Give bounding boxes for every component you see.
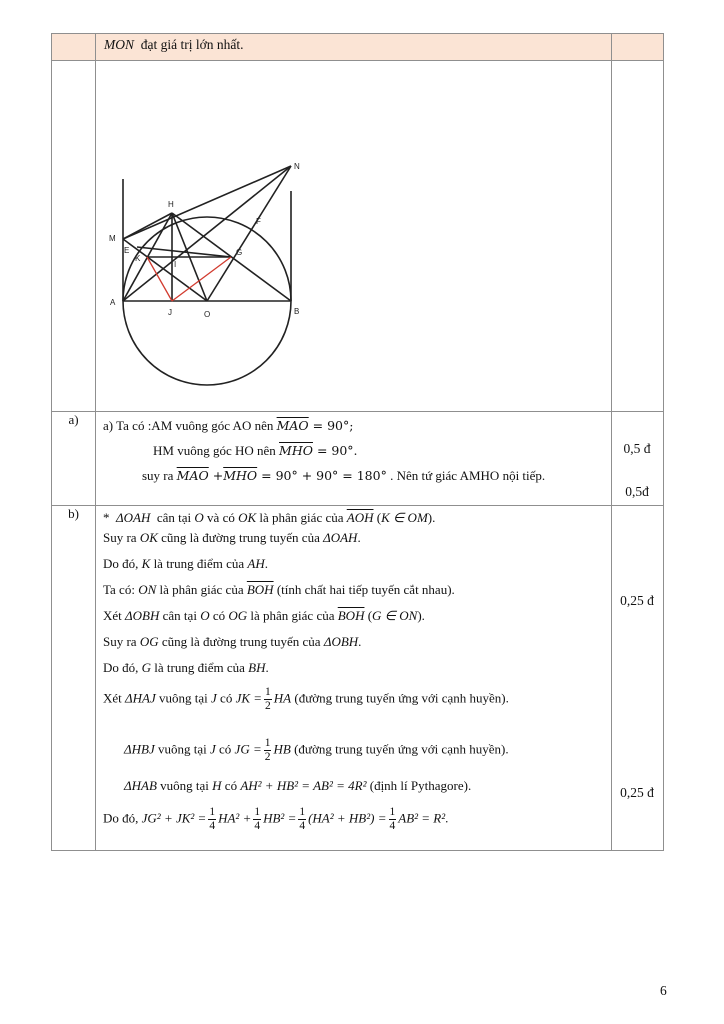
header-row [52, 34, 664, 61]
part-b-line-5: Xét ΔOBH cân tại O có OG là phân giác của $\overline{BOH}$ (G ∈ ON). [103, 608, 425, 623]
part-b-line-4: Ta có: ON là phân giác của $\overline{BOH}$ (tính chất hai tiếp tuyến cắt nhau). [103, 582, 455, 597]
part-b-line-2: Suy ra OK cũng là đường trung tuyến của ΔOAH. [103, 530, 361, 545]
part-b-score-2: 0,25 đ [620, 785, 654, 800]
header-cell-text [96, 34, 612, 61]
part-a-label: a) [52, 412, 96, 506]
red-segment-jg [172, 257, 231, 301]
part-b-line-11: Do đó, JG² + JK² = $\frac{1}{4}$ HA² + $\frac{1}{4}$ HB² = $\frac{1}{4}$ (HA² + HB²) = $\frac{1}{4}$ AB² = R². [103, 806, 449, 832]
part-b-line-9: ΔHBJ vuông tại J có JG = $\frac{1}{2}$ HB (đường trung tuyến ứng với cạnh huyền). [124, 737, 509, 763]
part-a-row [52, 412, 664, 506]
label-b: B [294, 307, 300, 316]
part-a-scores [612, 412, 664, 506]
part-a-score-2: 0,5đ [625, 484, 649, 499]
line-no [207, 166, 291, 301]
part-a-content [96, 412, 612, 506]
part-a-score-1: 0,5 đ [623, 441, 651, 456]
part-b-scores [612, 506, 664, 851]
part-b-line-7: Do đó, G là trung điểm của BH. [103, 660, 269, 675]
part-a-line-2: HM vuông góc HO nên $\overline{MHO} = 90^\circ$. [153, 443, 358, 458]
part-b-content [96, 506, 612, 851]
part-b-label: b) [52, 506, 96, 851]
line-an [123, 166, 291, 301]
part-b-score-1: 0,25 đ [620, 593, 654, 608]
header-cell-right [612, 34, 664, 61]
fraction-half: $\frac{1}{2}$ [264, 737, 271, 763]
label-i: I [174, 260, 177, 269]
figure-row [52, 61, 664, 412]
mon-symbol: MON [104, 37, 134, 52]
label-a: A [110, 298, 116, 307]
solution-table [51, 33, 664, 851]
part-a-line-3: suy ra $\overline{MAO} +\overline{MHO} = 90^\circ + 90^\circ = 180^\circ$ . Nên tứ giác AMHO nội tiếp. [142, 468, 546, 483]
label-n: N [294, 162, 300, 171]
header-cell-left [52, 34, 96, 61]
label-m: M [109, 234, 116, 243]
label-g: G [236, 248, 243, 257]
label-o: O [204, 310, 211, 319]
part-b-line-8: Xét ΔHAJ vuông tại J có JK = $\frac{1}{2}$ HA (đường trung tuyến ứng với cạnh huyền). [103, 686, 509, 712]
part-b-line-3: Do đó, K là trung điểm của AH. [103, 556, 269, 571]
label-h: H [168, 200, 174, 209]
part-b-row [52, 506, 664, 851]
geometry-figure [96, 61, 611, 409]
part-a-line-1: a) Ta có :AM vuông góc AO nên $\overline{MAO} = 90^\circ$; [103, 418, 354, 433]
label-j: J [168, 308, 172, 317]
fraction-half: $\frac{1}{2}$ [265, 686, 271, 712]
label-k: K [135, 254, 141, 263]
header-text: đạt giá trị lớn nhất. [140, 37, 244, 52]
line-mn [123, 166, 291, 239]
figure-cell [96, 61, 612, 412]
label-f: F [256, 217, 261, 226]
part-b-line-6: Suy ra OG cũng là đường trung tuyến của ΔOBH. [103, 634, 362, 649]
label-e: E [124, 246, 130, 255]
part-b-line-1: * ΔOAH cân tại O và có OK là phân giác của $\overline{AOH}$ (K ∈ OM). [103, 510, 436, 525]
part-b-line-10: ΔHAB vuông tại H có AH² + HB² = AB² = 4R² (định lí Pythagore). [124, 778, 472, 793]
page-number: 6 [660, 983, 667, 998]
